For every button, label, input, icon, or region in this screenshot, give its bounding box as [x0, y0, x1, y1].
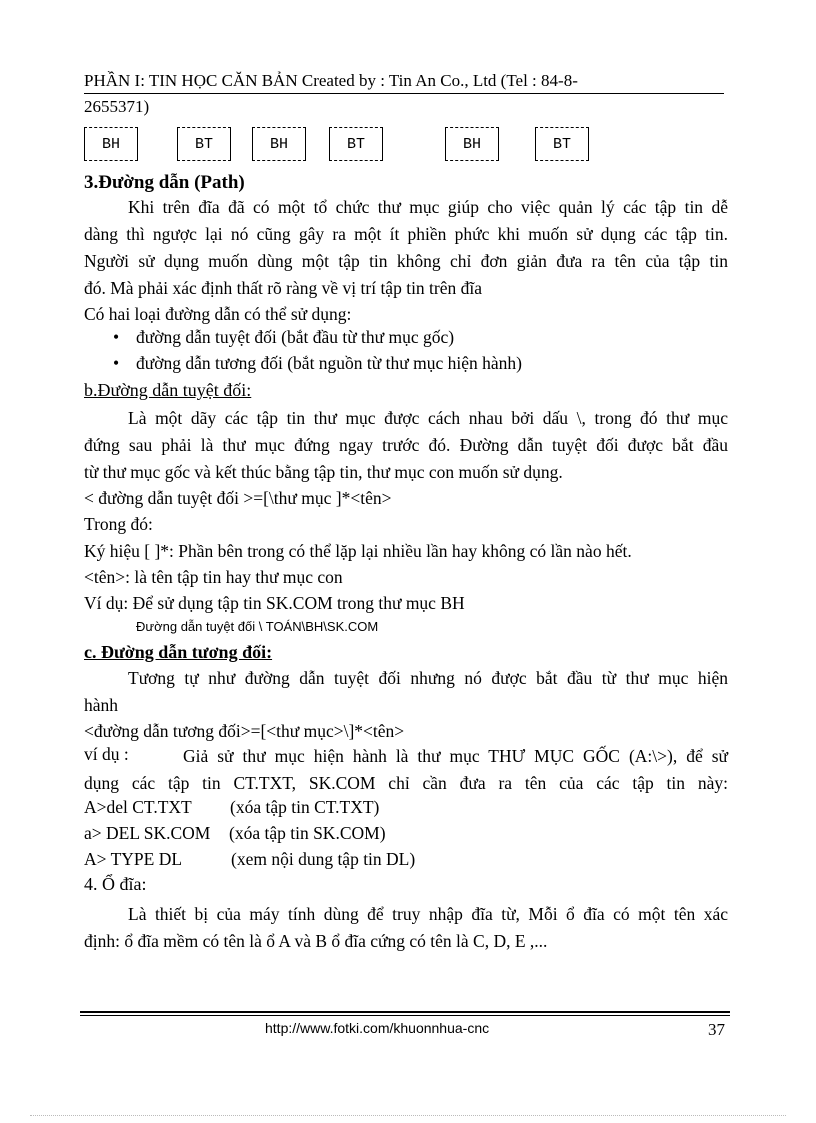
footer-url[interactable]: http://www.fotki.com/khuonnhua-cnc: [265, 1020, 490, 1036]
paragraph-line: đứng sau phải là thư mục đứng ngay trước đó. Đường dẫn tuyệt đối được bắt đầu: [84, 435, 728, 455]
paragraph-line: từ thư mục gốc và kết thúc bằng tập tin, thư mục con muốn sử dụng.: [84, 462, 563, 482]
list-item: đường dẫn tương đối (bắt nguồn từ thư mục hiện hành): [136, 353, 522, 373]
paragraph-line: Trong đó:: [84, 514, 153, 534]
command-desc: (xóa tập tin CT.TXT): [230, 797, 380, 817]
box-bh-2: BH: [252, 127, 306, 161]
box-bh-3: BH: [445, 127, 499, 161]
bullet-icon: •: [113, 327, 120, 347]
command-line: A> TYPE DL: [84, 849, 183, 869]
example-label: ví dụ :: [84, 744, 129, 764]
box-bt-1: BT: [177, 127, 231, 161]
command-line: A>del CT.TXT: [84, 797, 192, 817]
footer-rule: [80, 1011, 730, 1013]
command-desc: (xem nội dung tập tin DL): [231, 849, 416, 869]
header-title: PHẦN I: TIN HỌC CĂN BẢN Created by : Tin An Co., Ltd (Tel : 84-8-: [84, 71, 578, 90]
paragraph-line: định: ổ đĩa mềm có tên là ổ A và B ổ đĩa cứng có tên là C, D, E ,...: [84, 931, 548, 951]
paragraph-line: Là thiết bị của máy tính dùng để truy nhập đĩa từ, Mỗi ổ đĩa có một tên xác: [128, 904, 728, 924]
paragraph-line: đó. Mà phải xác định thất rõ ràng về vị trí tập tin trên đĩa: [84, 278, 483, 298]
header-phone: 2655371): [84, 97, 150, 116]
syntax-relative: <đường dẫn tương đối>=[<thư mục>\]*<tên>: [84, 721, 405, 741]
footer-rule: [80, 1015, 730, 1016]
page-edge: [30, 1115, 786, 1116]
command-desc: (xóa tập tin SK.COM): [229, 823, 386, 843]
paragraph-line: Tương tự như đường dẫn tuyệt đối nhưng nó được bắt đầu từ thư mục hiện: [128, 668, 728, 688]
box-bh-1: BH: [84, 127, 138, 161]
section-b-title: b.Đường dẫn tuyệt đối:: [84, 380, 252, 400]
paragraph-line: Giả sử thư mục hiện hành là thư mục THƯ MỤC GỐC (A:\>), để sử: [183, 746, 728, 766]
paragraph-line: <tên>: là tên tập tin hay thư mục con: [84, 567, 343, 587]
section-4-title: 4. Ổ đĩa:: [84, 874, 147, 894]
bullet-icon: •: [113, 353, 120, 373]
list-item: đường dẫn tuyệt đối (bắt đầu từ thư mục gốc): [136, 327, 455, 347]
example-path: Đường dẫn tuyệt đối \ TOÁN\BH\SK.COM: [136, 619, 379, 634]
paragraph-line: dụng các tập tin CT.TXT, SK.COM chỉ cần đưa ra tên của các tập tin này:: [84, 773, 728, 793]
paragraph-line: hành: [84, 695, 119, 715]
paragraph-line: Người sử dụng muốn dùng một tập tin không chỉ đơn giản đưa ra tên của tập tin: [84, 251, 728, 271]
paragraph-line: Ví dụ: Để sử dụng tập tin SK.COM trong thư mục BH: [84, 593, 465, 613]
section-c-title: c. Đường dẫn tương đối:: [84, 642, 273, 662]
header-rule: [84, 93, 724, 94]
page-number: 37: [708, 1020, 725, 1039]
paragraph-line: dàng thì ngược lại nó cũng gây ra một ít phiền phức khi muốn sử dụng các tập tin.: [84, 224, 728, 244]
box-bt-2: BT: [329, 127, 383, 161]
paragraph-line: Là một dãy các tập tin thư mục được cách nhau bởi dấu \, trong đó thư mục: [128, 408, 728, 428]
command-line: a> DEL SK.COM: [84, 823, 211, 843]
box-bt-3: BT: [535, 127, 589, 161]
syntax-absolute: < đường dẫn tuyệt đối >=[\thư mục ]*<tên>: [84, 488, 392, 508]
paragraph-line: Khi trên đĩa đã có một tổ chức thư mục giúp cho việc quản lý các tập tin dễ: [128, 197, 728, 217]
section-3-title: 3.Đường dẫn (Path): [84, 172, 245, 193]
paragraph-line: Ký hiệu [ ]*: Phần bên trong có thể lặp lại nhiều lần hay không có lần nào hết.: [84, 541, 632, 561]
paragraph-line: Có hai loại đường dẫn có thể sử dụng:: [84, 304, 352, 324]
